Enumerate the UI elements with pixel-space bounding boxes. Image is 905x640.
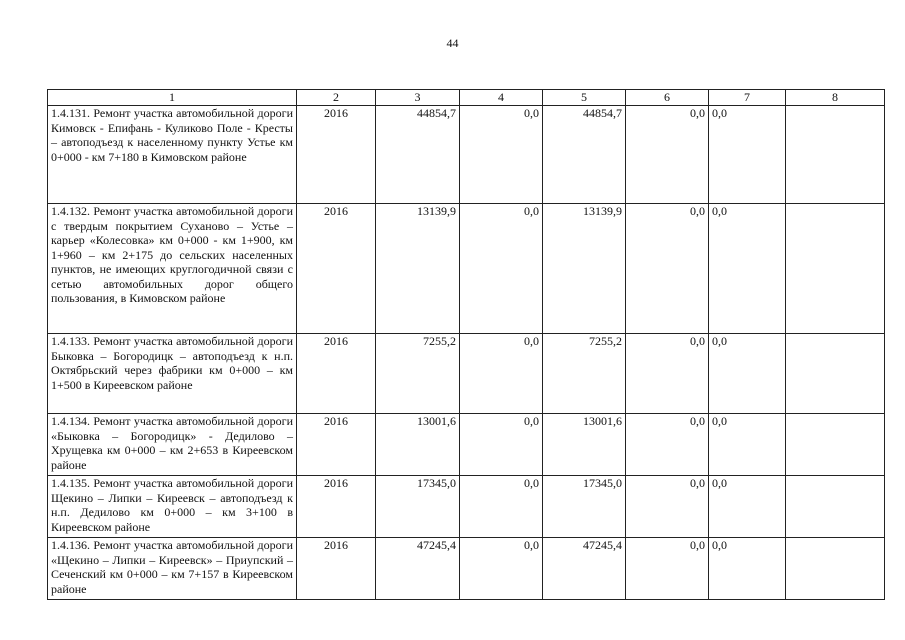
row-value-col5: 7255,2 <box>543 334 626 414</box>
row-value-col8 <box>786 476 885 538</box>
row-value-col6: 0,0 <box>626 106 709 204</box>
row-value-col8 <box>786 538 885 600</box>
row-year: 2016 <box>297 414 376 476</box>
row-value-col4: 0,0 <box>460 414 543 476</box>
column-header: 4 <box>460 90 543 106</box>
row-description: 1.4.134. Ремонт участка автомобильной дороги «Быковка – Богородицк» - Дедилово – Хрущевка км 0+000 – км 2+653 в Киреевском районе <box>48 414 297 476</box>
row-value-col3: 17345,0 <box>376 476 460 538</box>
row-value-col5: 17345,0 <box>543 476 626 538</box>
row-description: 1.4.135. Ремонт участка автомобильной дороги Щекино – Липки – Киреевск – автоподъезд к н.п. Дедилово км 0+000 – км 3+100 в Киреевском районе <box>48 476 297 538</box>
table-row <box>48 538 885 600</box>
row-value-col5: 47245,4 <box>543 538 626 600</box>
row-year: 2016 <box>297 106 376 204</box>
row-value-col6: 0,0 <box>626 204 709 334</box>
row-value-col7: 0,0 <box>709 538 786 600</box>
table-row <box>48 476 885 538</box>
row-value-col5: 13001,6 <box>543 414 626 476</box>
row-value-col3: 47245,4 <box>376 538 460 600</box>
column-header: 7 <box>709 90 786 106</box>
row-value-col8 <box>786 414 885 476</box>
table-row <box>48 204 885 334</box>
row-value-col6: 0,0 <box>626 334 709 414</box>
row-description: 1.4.133. Ремонт участка автомобильной дороги Быковка – Богородицк – автоподъезд к н.п. Октябрьский через фабрики км 0+000 – км 1+500 в Киреевском районе <box>48 334 297 414</box>
row-value-col6: 0,0 <box>626 476 709 538</box>
row-description: 1.4.132. Ремонт участка автомобильной дороги с твердым покрытием Суханово – Устье – карьер «Колесовка» км 0+000 - км 1+900, км 1+960 – км 2+175 до сельских населенных пунктов, не имеющих круглогодичной связи с сетью автомобильных дорог общего пользования, в Кимовском районе <box>48 204 297 334</box>
row-description: 1.4.136. Ремонт участка автомобильной дороги «Щекино – Липки – Киреевск» – Приупский – Сеченский км 0+000 – км 7+157 в Киреевском районе <box>48 538 297 600</box>
column-header: 3 <box>376 90 460 106</box>
row-year: 2016 <box>297 204 376 334</box>
row-value-col8 <box>786 204 885 334</box>
row-value-col8 <box>786 334 885 414</box>
column-header: 2 <box>297 90 376 106</box>
page-number: 44 <box>446 36 459 50</box>
row-year: 2016 <box>297 476 376 538</box>
row-value-col7: 0,0 <box>709 476 786 538</box>
row-description: 1.4.131. Ремонт участка автомобильной дороги Кимовск - Епифань - Куликово Поле - Кресты – автоподъезд к населенному пункту Устье км 0+000 - км 7+180 в Кимовском районе <box>48 106 297 204</box>
row-value-col6: 0,0 <box>626 414 709 476</box>
column-header: 8 <box>786 90 885 106</box>
row-value-col5: 44854,7 <box>543 106 626 204</box>
row-value-col7: 0,0 <box>709 414 786 476</box>
table-row <box>48 414 885 476</box>
row-value-col4: 0,0 <box>460 538 543 600</box>
row-value-col3: 13001,6 <box>376 414 460 476</box>
column-header: 6 <box>626 90 709 106</box>
row-value-col3: 44854,7 <box>376 106 460 204</box>
row-year: 2016 <box>297 334 376 414</box>
row-value-col5: 13139,9 <box>543 204 626 334</box>
row-value-col3: 13139,9 <box>376 204 460 334</box>
row-value-col7: 0,0 <box>709 106 786 204</box>
row-value-col8 <box>786 106 885 204</box>
row-value-col4: 0,0 <box>460 106 543 204</box>
row-value-col4: 0,0 <box>460 204 543 334</box>
road-repair-table <box>47 89 885 600</box>
table-row <box>48 334 885 414</box>
row-value-col4: 0,0 <box>460 334 543 414</box>
header-row <box>48 90 885 106</box>
column-header: 5 <box>543 90 626 106</box>
row-value-col4: 0,0 <box>460 476 543 538</box>
row-value-col6: 0,0 <box>626 538 709 600</box>
row-value-col7: 0,0 <box>709 204 786 334</box>
column-header: 1 <box>48 90 297 106</box>
table-row <box>48 106 885 204</box>
row-year: 2016 <box>297 538 376 600</box>
row-value-col3: 7255,2 <box>376 334 460 414</box>
row-value-col7: 0,0 <box>709 334 786 414</box>
